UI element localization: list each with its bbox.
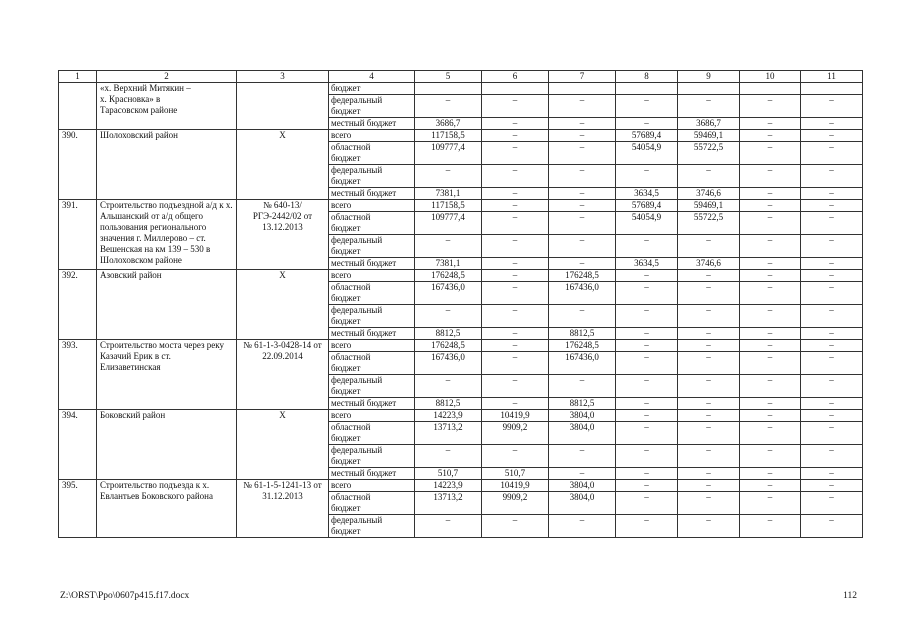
value-cell: 54054,9 [616, 142, 678, 165]
value-cell: – [482, 282, 549, 305]
value-cell: – [801, 165, 863, 188]
value-cell: – [482, 340, 549, 352]
document-cell: Х [237, 410, 329, 480]
value-cell: – [549, 118, 616, 130]
budget-type-cell: областной бюджет [329, 422, 415, 445]
budget-type-cell: областной бюджет [329, 352, 415, 375]
value-cell: 10419,9 [482, 410, 549, 422]
value-cell: – [801, 235, 863, 258]
value-cell: – [678, 515, 740, 538]
value-cell: 167436,0 [549, 352, 616, 375]
table-row [59, 410, 863, 422]
value-cell: – [482, 352, 549, 375]
value-cell: – [801, 492, 863, 515]
value-cell: – [616, 95, 678, 118]
value-cell: – [740, 340, 801, 352]
object-name-cell: Азовский район [97, 270, 237, 340]
value-cell: – [740, 305, 801, 328]
document-cell: № 640-13/ РГЭ-2442/02 от 13.12.2013 [237, 200, 329, 270]
budget-type-cell: всего [329, 480, 415, 492]
value-cell: – [801, 410, 863, 422]
value-cell: – [549, 142, 616, 165]
value-cell: – [801, 352, 863, 375]
object-name-cell: Строительство подъезда к х. Евлантьев Боковского района [97, 480, 237, 538]
budget-type-cell: местный бюджет [329, 118, 415, 130]
value-cell: – [616, 492, 678, 515]
value-cell: – [801, 422, 863, 445]
value-cell: – [549, 515, 616, 538]
value-cell: – [678, 398, 740, 410]
value-cell: 57689,4 [616, 200, 678, 212]
document-cell: № 61-1-5-1241-13 от 31.12.2013 [237, 480, 329, 538]
value-cell: – [801, 468, 863, 480]
value-cell: – [740, 142, 801, 165]
value-cell: – [482, 165, 549, 188]
value-cell: 3804,0 [549, 492, 616, 515]
value-cell: – [616, 398, 678, 410]
value-cell: 8812,5 [549, 398, 616, 410]
value-cell: – [801, 270, 863, 282]
header-cell: 6 [482, 71, 549, 83]
value-cell: – [801, 212, 863, 235]
value-cell: – [616, 480, 678, 492]
budget-type-cell: областной бюджет [329, 282, 415, 305]
value-cell: – [415, 445, 482, 468]
value-cell [482, 83, 549, 95]
budget-type-cell: федеральный бюджет [329, 165, 415, 188]
value-cell: – [740, 212, 801, 235]
value-cell: 59469,1 [678, 200, 740, 212]
value-cell: – [740, 258, 801, 270]
header-cell: 10 [740, 71, 801, 83]
value-cell: 3804,0 [549, 480, 616, 492]
value-cell: – [616, 305, 678, 328]
value-cell: 176248,5 [549, 340, 616, 352]
value-cell: – [482, 258, 549, 270]
value-cell: – [740, 352, 801, 375]
value-cell: – [678, 270, 740, 282]
value-cell: – [678, 352, 740, 375]
value-cell: 8812,5 [415, 398, 482, 410]
value-cell: – [415, 305, 482, 328]
value-cell: 117158,5 [415, 200, 482, 212]
value-cell: – [549, 200, 616, 212]
value-cell: – [678, 165, 740, 188]
value-cell: 109777,4 [415, 212, 482, 235]
value-cell: 176248,5 [415, 270, 482, 282]
value-cell: – [740, 515, 801, 538]
value-cell: – [678, 492, 740, 515]
value-cell: 3634,5 [616, 258, 678, 270]
footer-page-number: 112 [843, 591, 857, 601]
value-cell: – [740, 398, 801, 410]
row-number-cell: 392. [59, 270, 97, 340]
value-cell: 167436,0 [415, 352, 482, 375]
budget-type-cell: федеральный бюджет [329, 515, 415, 538]
budget-type-cell: всего [329, 410, 415, 422]
value-cell: – [415, 235, 482, 258]
value-cell: 9909,2 [482, 422, 549, 445]
object-name-cell: «х. Верхний Митякин – х. Красновка» в Тарасовском районе [97, 83, 237, 130]
header-row [59, 71, 863, 83]
value-cell: – [482, 118, 549, 130]
value-cell: 3686,7 [415, 118, 482, 130]
value-cell: – [549, 130, 616, 142]
value-cell: – [616, 328, 678, 340]
value-cell: – [482, 305, 549, 328]
table-row [59, 83, 863, 95]
value-cell: – [678, 422, 740, 445]
value-cell: – [678, 305, 740, 328]
value-cell: 55722,5 [678, 142, 740, 165]
value-cell: – [616, 410, 678, 422]
value-cell: – [616, 340, 678, 352]
value-cell: – [740, 410, 801, 422]
value-cell: – [482, 188, 549, 200]
budget-type-cell: федеральный бюджет [329, 375, 415, 398]
value-cell: – [549, 235, 616, 258]
value-cell: – [549, 305, 616, 328]
budget-type-cell: областной бюджет [329, 142, 415, 165]
value-cell: – [549, 445, 616, 468]
header-cell: 4 [329, 71, 415, 83]
value-cell: 55722,5 [678, 212, 740, 235]
value-cell: – [740, 165, 801, 188]
value-cell: 7381,1 [415, 258, 482, 270]
value-cell: – [740, 468, 801, 480]
value-cell: – [740, 270, 801, 282]
value-cell: – [482, 398, 549, 410]
budget-type-cell: федеральный бюджет [329, 445, 415, 468]
value-cell: – [678, 480, 740, 492]
budget-type-cell: всего [329, 270, 415, 282]
value-cell: – [616, 468, 678, 480]
value-cell: – [740, 95, 801, 118]
value-cell: – [482, 212, 549, 235]
value-cell: – [801, 130, 863, 142]
table-body [59, 71, 863, 538]
value-cell: 167436,0 [415, 282, 482, 305]
value-cell: – [801, 340, 863, 352]
value-cell: – [678, 410, 740, 422]
value-cell: – [482, 235, 549, 258]
value-cell: 7381,1 [415, 188, 482, 200]
value-cell: – [740, 445, 801, 468]
value-cell: 8812,5 [549, 328, 616, 340]
object-name-cell: Строительство подъездной а/д к х. Альшанский от а/д общего пользования регионального значения г. Миллерово – ст. Вешенская на км 139 – 530 в Шолоховском районе [97, 200, 237, 270]
budget-type-cell: бюджет [329, 83, 415, 95]
value-cell: 3746,6 [678, 258, 740, 270]
value-cell: – [801, 515, 863, 538]
header-cell: 7 [549, 71, 616, 83]
value-cell: 3804,0 [549, 422, 616, 445]
value-cell: – [740, 130, 801, 142]
budget-type-cell: областной бюджет [329, 212, 415, 235]
value-cell: – [801, 118, 863, 130]
value-cell: 3804,0 [549, 410, 616, 422]
value-cell: 176248,5 [415, 340, 482, 352]
value-cell: – [678, 375, 740, 398]
value-cell: – [678, 445, 740, 468]
value-cell: – [616, 445, 678, 468]
row-number-cell: 393. [59, 340, 97, 410]
value-cell: – [616, 375, 678, 398]
header-cell: 9 [678, 71, 740, 83]
value-cell: – [549, 95, 616, 118]
value-cell: 59469,1 [678, 130, 740, 142]
value-cell: 167436,0 [549, 282, 616, 305]
value-cell: – [801, 142, 863, 165]
budget-type-cell: всего [329, 340, 415, 352]
value-cell: 57689,4 [616, 130, 678, 142]
value-cell: – [549, 188, 616, 200]
value-cell: – [801, 282, 863, 305]
value-cell: – [482, 270, 549, 282]
header-cell: 5 [415, 71, 482, 83]
value-cell: 117158,5 [415, 130, 482, 142]
value-cell: – [482, 515, 549, 538]
object-name-cell: Строительство моста через реку Казачий Ерик в ст. Елизаветинская [97, 340, 237, 410]
value-cell: 510,7 [482, 468, 549, 480]
value-cell: – [801, 328, 863, 340]
value-cell: 3634,5 [616, 188, 678, 200]
value-cell: 176248,5 [549, 270, 616, 282]
value-cell: – [415, 375, 482, 398]
value-cell [678, 83, 740, 95]
budget-type-cell: местный бюджет [329, 258, 415, 270]
value-cell: – [678, 95, 740, 118]
value-cell: 14223,9 [415, 410, 482, 422]
table-row [59, 340, 863, 352]
document-cell: Х [237, 130, 329, 200]
value-cell: – [616, 422, 678, 445]
value-cell [740, 83, 801, 95]
value-cell: – [740, 200, 801, 212]
value-cell: 14223,9 [415, 480, 482, 492]
row-number-cell: 394. [59, 410, 97, 480]
value-cell [801, 83, 863, 95]
header-cell: 3 [237, 71, 329, 83]
value-cell: 3686,7 [678, 118, 740, 130]
budget-type-cell: всего [329, 130, 415, 142]
budget-type-cell: местный бюджет [329, 468, 415, 480]
header-cell: 8 [616, 71, 678, 83]
value-cell: – [549, 258, 616, 270]
value-cell: – [482, 375, 549, 398]
value-cell: – [740, 480, 801, 492]
value-cell: – [616, 352, 678, 375]
value-cell: – [415, 95, 482, 118]
value-cell: – [740, 328, 801, 340]
value-cell: 8812,5 [415, 328, 482, 340]
value-cell: 510,7 [415, 468, 482, 480]
value-cell: – [482, 328, 549, 340]
document-cell [237, 83, 329, 130]
value-cell: – [740, 118, 801, 130]
header-cell: 1 [59, 71, 97, 83]
value-cell: – [801, 95, 863, 118]
value-cell: – [482, 200, 549, 212]
value-cell: – [482, 142, 549, 165]
value-cell: – [415, 165, 482, 188]
value-cell [616, 83, 678, 95]
value-cell: – [740, 235, 801, 258]
value-cell: – [549, 375, 616, 398]
value-cell: – [740, 492, 801, 515]
budget-type-cell: федеральный бюджет [329, 95, 415, 118]
value-cell: – [482, 130, 549, 142]
value-cell: – [482, 445, 549, 468]
value-cell: – [549, 165, 616, 188]
budget-type-cell: местный бюджет [329, 398, 415, 410]
value-cell: – [678, 235, 740, 258]
value-cell: – [482, 95, 549, 118]
value-cell: – [616, 282, 678, 305]
value-cell [549, 83, 616, 95]
budget-type-cell: местный бюджет [329, 188, 415, 200]
object-name-cell: Боковский район [97, 410, 237, 480]
value-cell: – [616, 235, 678, 258]
value-cell: 13713,2 [415, 422, 482, 445]
table-row [59, 270, 863, 282]
budget-table [58, 70, 863, 538]
budget-type-cell: областной бюджет [329, 492, 415, 515]
budget-type-cell: федеральный бюджет [329, 305, 415, 328]
value-cell: 9909,2 [482, 492, 549, 515]
value-cell: 10419,9 [482, 480, 549, 492]
row-number-cell [59, 83, 97, 130]
table-row [59, 200, 863, 212]
budget-type-cell: местный бюджет [329, 328, 415, 340]
value-cell: – [801, 375, 863, 398]
value-cell: – [549, 468, 616, 480]
value-cell: – [616, 165, 678, 188]
value-cell: – [801, 398, 863, 410]
value-cell: – [801, 200, 863, 212]
value-cell: – [678, 282, 740, 305]
value-cell: – [740, 375, 801, 398]
value-cell: – [740, 422, 801, 445]
table-row [59, 130, 863, 142]
value-cell: 109777,4 [415, 142, 482, 165]
value-cell: – [678, 328, 740, 340]
value-cell: – [801, 480, 863, 492]
value-cell: 3746,6 [678, 188, 740, 200]
value-cell: – [740, 188, 801, 200]
object-name-cell: Шолоховский район [97, 130, 237, 200]
value-cell: – [801, 258, 863, 270]
row-number-cell: 391. [59, 200, 97, 270]
value-cell: 13713,2 [415, 492, 482, 515]
budget-type-cell: всего [329, 200, 415, 212]
value-cell: – [415, 515, 482, 538]
value-cell: – [678, 468, 740, 480]
row-number-cell: 390. [59, 130, 97, 200]
value-cell: – [678, 340, 740, 352]
value-cell [415, 83, 482, 95]
table-row [59, 480, 863, 492]
value-cell: – [616, 515, 678, 538]
value-cell: – [740, 282, 801, 305]
header-cell: 2 [97, 71, 237, 83]
value-cell: – [801, 305, 863, 328]
value-cell: – [549, 212, 616, 235]
value-cell: 54054,9 [616, 212, 678, 235]
value-cell: – [801, 445, 863, 468]
value-cell: – [616, 118, 678, 130]
budget-type-cell: федеральный бюджет [329, 235, 415, 258]
document-cell: № 61-1-3-0428-14 от 22.09.2014 [237, 340, 329, 410]
value-cell: – [801, 188, 863, 200]
value-cell: – [616, 270, 678, 282]
header-cell: 11 [801, 71, 863, 83]
footer-file-path: Z:\ORST\Ppo\0607p415.f17.docx [60, 591, 190, 601]
row-number-cell: 395. [59, 480, 97, 538]
document-cell: Х [237, 270, 329, 340]
